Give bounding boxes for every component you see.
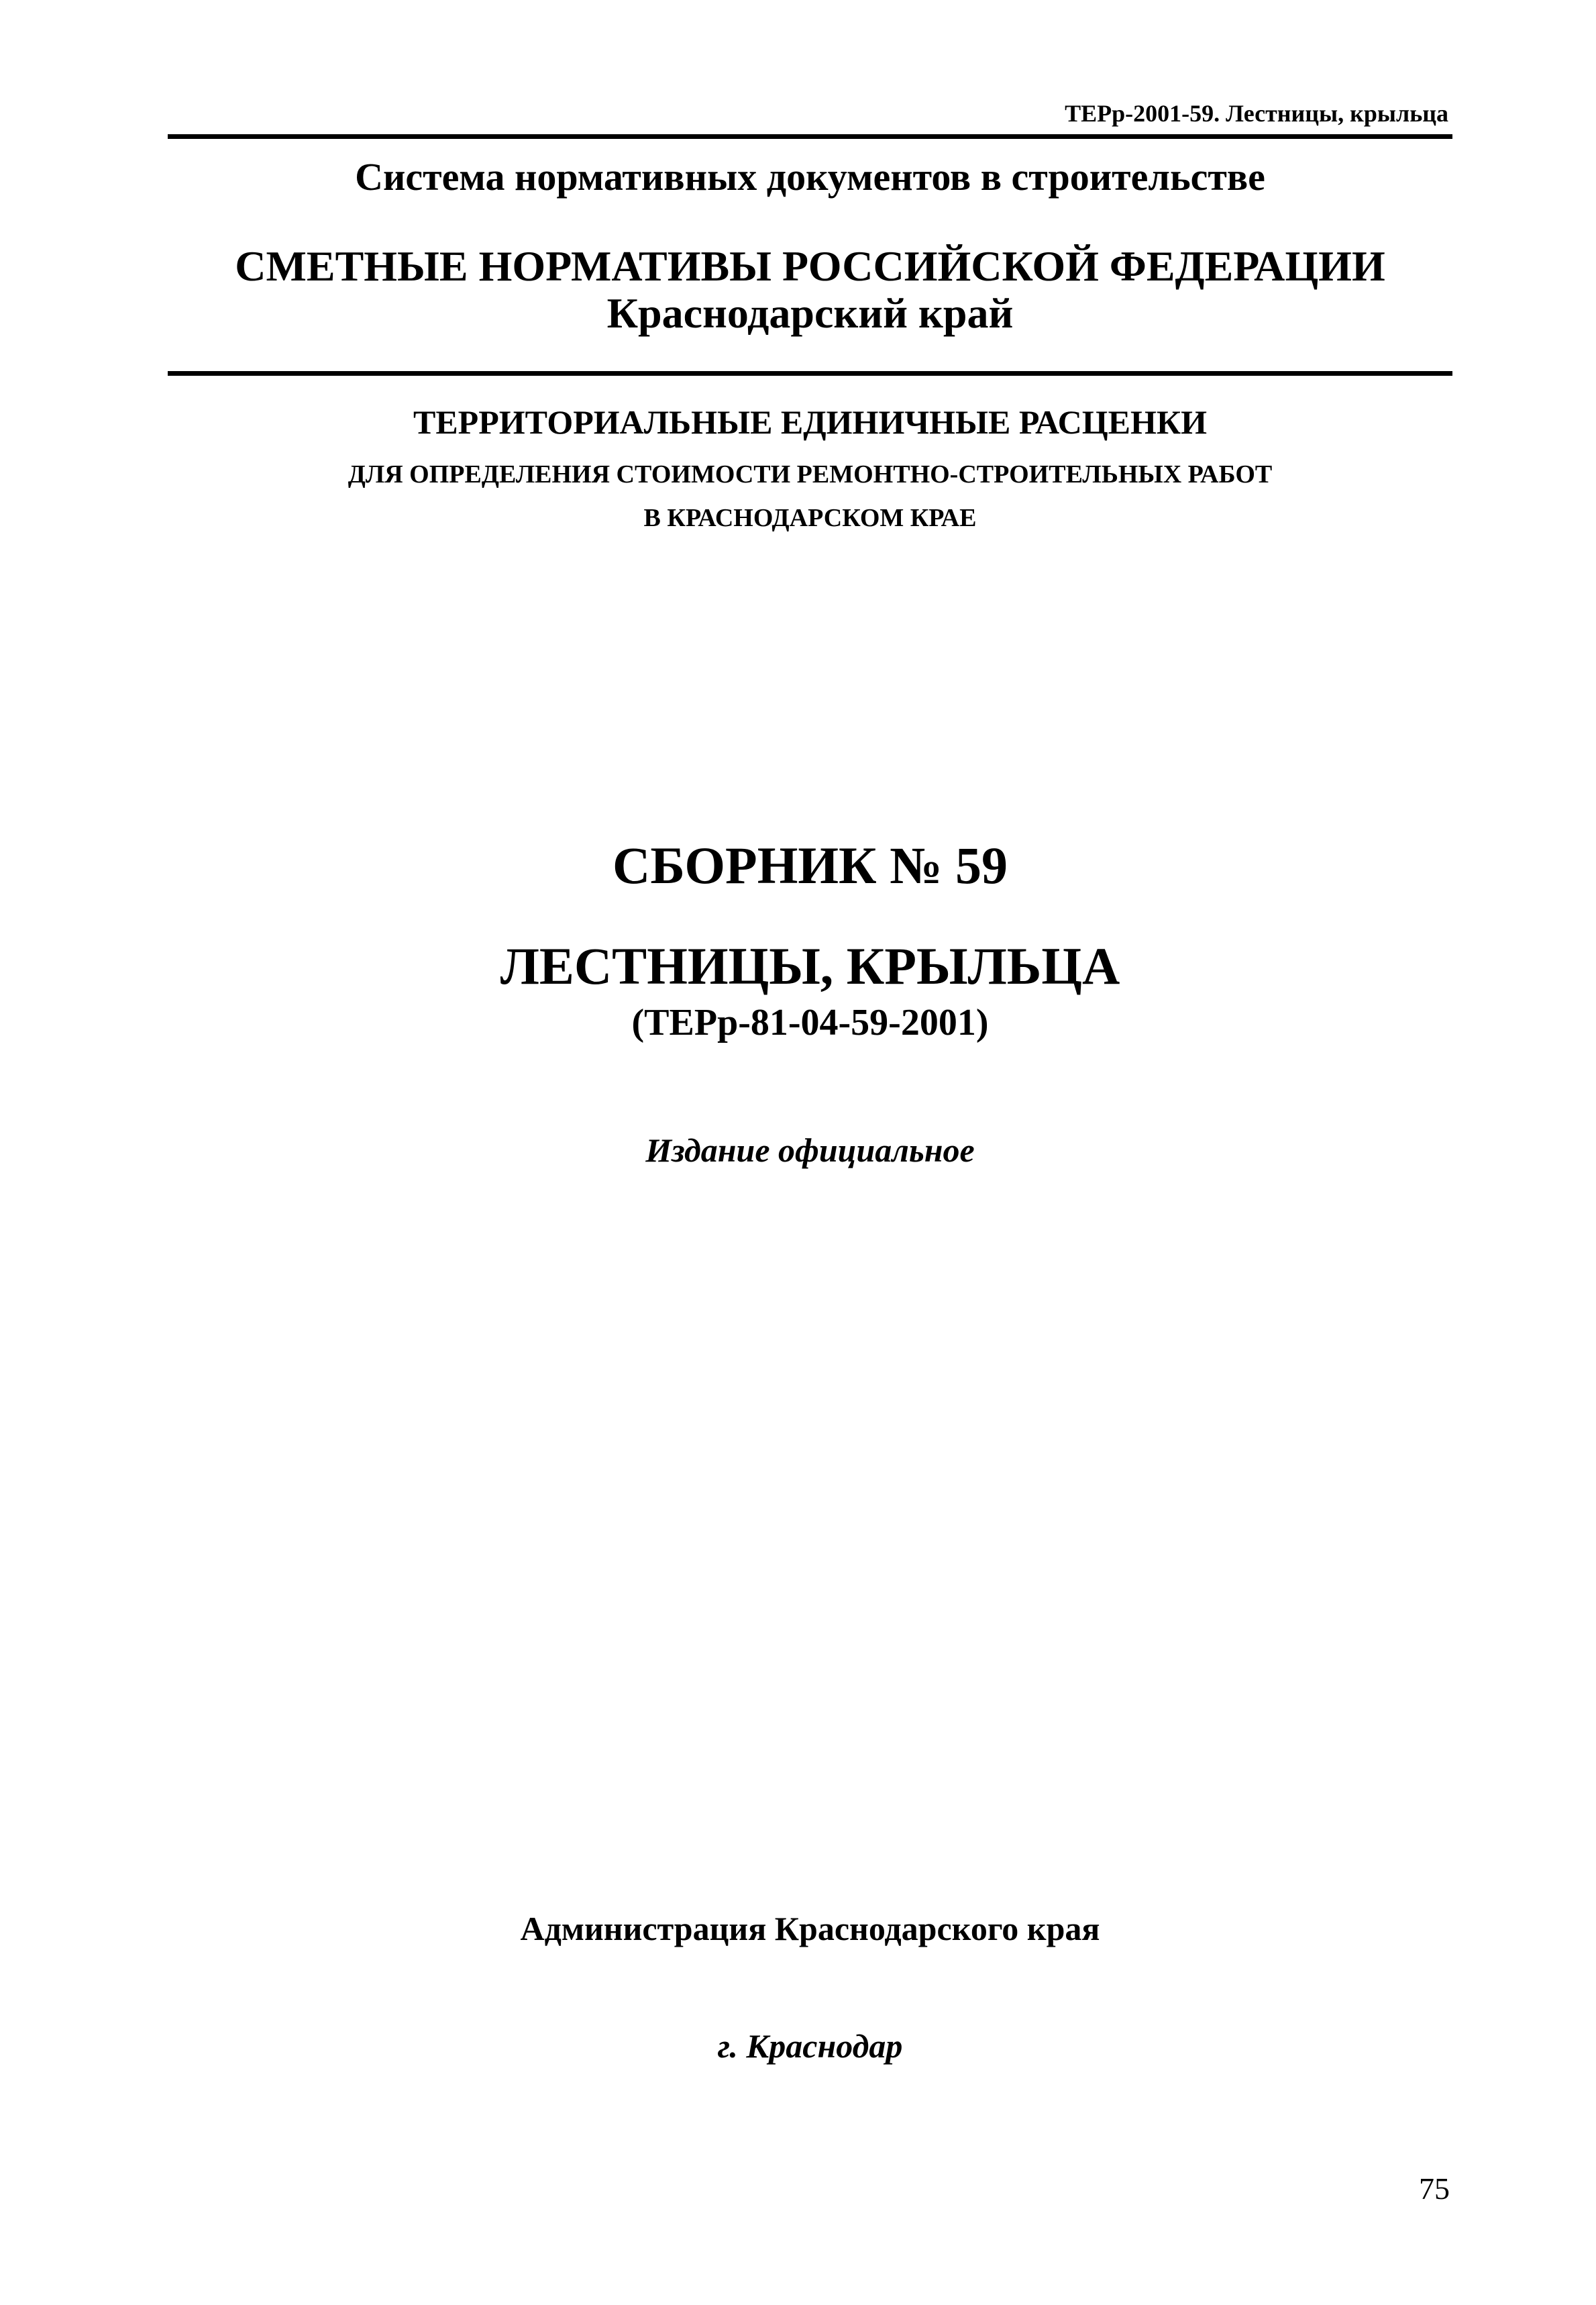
collection-number: СБОРНИК № 59 xyxy=(613,836,1008,894)
collection-name: ЛЕСТНИЦЫ, КРЫЛЬЦА xyxy=(500,937,1120,995)
header-rule xyxy=(168,134,1452,139)
series-title: Система нормативных документов в строительстве xyxy=(355,155,1265,199)
running-header: ТЕРр-2001-59. Лестницы, крыльца xyxy=(1065,100,1448,127)
rates-subtitle-line1: ДЛЯ ОПРЕДЕЛЕНИЯ СТОИМОСТИ РЕМОНТНО-СТРОИТЕЛЬНЫХ РАБОТ xyxy=(348,460,1273,489)
edition-note: Издание официальное xyxy=(645,1131,975,1169)
page-number: 75 xyxy=(1419,2171,1450,2206)
publication-city: г. Краснодар xyxy=(717,2027,903,2065)
collection-code: (ТЕРр-81-04-59-2001) xyxy=(631,1002,989,1043)
section-rule xyxy=(168,371,1452,376)
norms-title: СМЕТНЫЕ НОРМАТИВЫ РОССИЙСКОЙ ФЕДЕРАЦИИ xyxy=(235,242,1385,290)
rates-subtitle-line2: В КРАСНОДАРСКОМ КРАЕ xyxy=(643,504,977,532)
region-title: Краснодарский край xyxy=(606,289,1014,337)
rates-title: ТЕРРИТОРИАЛЬНЫЕ ЕДИНИЧНЫЕ РАСЦЕНКИ xyxy=(413,403,1208,441)
publisher: Администрация Краснодарского края xyxy=(520,1910,1100,1947)
